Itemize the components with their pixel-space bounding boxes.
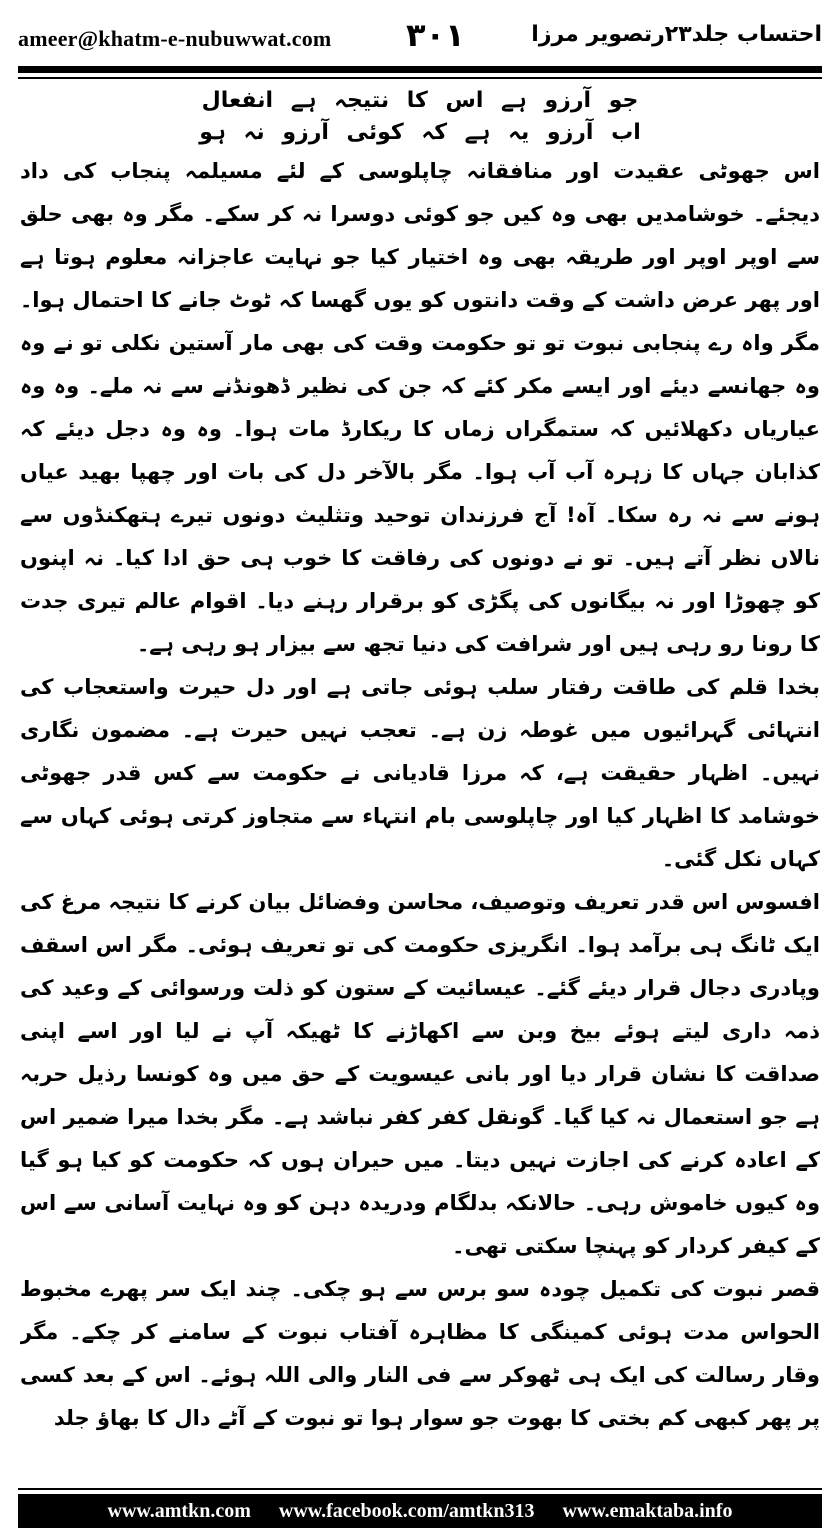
footer-link-amtkn[interactable]: www.amtkn.com — [107, 1499, 251, 1522]
header-email: ameer@khatm-e-nubuwwat.com — [18, 26, 332, 51]
page-number: ۳۰۱ — [406, 16, 465, 54]
paragraph-1: اس جھوٹی عقیدت اور منافقانہ چاپلوسی کے لئے مسیلمہ پنجاب کی داد دیجئے۔ خوشامدیں بھی وہ کیں جو کوئی دوسرا نہ کر سکے۔ مگر وہ بھی حلق سے اوپر اوپر اور طریقہ بھی وہ اختیار کیا جو نہایت عاجزانہ معلوم ہوتا ہے اور پھر عرض داشت کے وقت دانتوں کو یوں گھسا کہ ٹوٹ جانے کا احتمال ہوا۔ مگر واہ رے پنجابی نبوت تو تو حکومت وقت کی بھی مار آستین نکلی تو نے وہ وہ جھانسے دیئے اور ایسے مکر کئے کہ جن کی نظیر ڈھونڈنے سے نہ ملے۔ وہ وہ عیاریاں دکھلائیں کہ ستمگراں زماں کا ریکارڈ مات ہوا۔ وہ وہ دجل دیئے کہ کذابان جہاں کا زہرہ آب آب ہوا۔ مگر بالآخر دل کی بات اور چھپا بھید عیاں ہونے سے نہ رہ سکا۔ آہ! آج فرزندان توحید وتثلیث دونوں تیرے ہتھکنڈوں سے نالاں نظر آتے ہیں۔ تو نے دونوں کی رفاقت کا خوب ہی حق ادا کیا۔ نہ اپنوں کو چھوڑا اور نہ بیگانوں کی پگڑی کو برقرار رہنے دیا۔ اقوام عالم تیری جدت کا رونا رو رہی ہیں اور شرافت کی دنیا تجھ سے بیزار ہو رہی ہے۔ — [20, 159, 820, 656]
header-rule-thin — [18, 77, 822, 79]
paragraph-2: بخدا قلم کی طاقت رفتار سلب ہوئی جاتی ہے اور دل حیرت واستعجاب کی انتہائی گہرائیوں میں غوطہ زن ہے۔ تعجب نہیں حیرت ہے۔ مضمون نگاری نہیں۔ اظہار حقیقت ہے، کہ مرزا قادیانی نے حکومت سے کس قدر جھوٹی خوشامد کا اظہار کیا اور چاپلوسی بام انتہاء سے متجاوز کرتی ہوئی کہاں سے کہاں نکل گئی۔ — [20, 675, 820, 871]
verse-line-2: اب آرزو یہ ہے کہ کوئی آرزو نہ ہو — [199, 120, 641, 145]
paragraph-3: افسوس اس قدر تعریف وتوصیف، محاسن وفضائل بیان کرنے کا نتیجہ مرغ کی ایک ٹانگ ہی برآمد ہوا۔ انگریزی حکومت کی تو تعریف ہوئی۔ مگر اس اسقف وپادری دجال قرار دیئے گئے۔ عیسائیت کے ستون کو ذلت ورسوائی کے وعید کی ذمہ داری لیتے ہوئے بیخ وبن سے اکھاڑنے کا ٹھیکہ آپ نے لیا اور اسے اپنی صداقت کا نشان قرار دیا اور بانی عیسویت کے حق میں وہ کونسا رذیل حربہ ہے جو استعمال نہ کیا گیا۔ گونقل کفر کفر نباشد ہے۔ مگر بخدا میرا ضمیر اس کے اعادہ کرنے کی اجازت نہیں دیتا۔ میں حیران ہوں کہ حکومت کو کیا ہو گیا وہ کیوں خاموش رہی۔ حالانکہ بدلگام ودریدہ دہن کو وہ نہایت آسانی سے اس کے کیفر کردار کو پہنچا سکتی تھی۔ — [20, 890, 820, 1258]
footer-link-facebook[interactable]: www.facebook.com/amtkn313 — [278, 1499, 535, 1522]
book-title: احتساب جلد۲۳رتصویر مرزا — [531, 22, 822, 47]
footer-link-emaktaba[interactable]: www.emaktaba.info — [562, 1499, 733, 1522]
footer-bar — [18, 1494, 822, 1528]
header-rule-thick — [18, 66, 822, 73]
verse-line-1: جو آرزو ہے اس کا نتیجہ ہے انفعال — [201, 88, 639, 113]
page-body — [20, 84, 820, 1480]
page-header — [18, 14, 822, 66]
footer-rule-thin — [18, 1488, 822, 1490]
paragraph-4: قصر نبوت کی تکمیل چودہ سو برس سے ہو چکی۔ چند ایک سر پھرے مخبوط الحواس مدت ہوئی کمینگی کا مظاہرہ آفتاب نبوت کے سامنے کر چکے۔ مگر وقار رسالت کی ایک ہی ٹھوکر سے فی النار والی اللہ ہوئے۔ اس کے بعد کسی پر پھر کبھی کم بختی کا بھوت جو سوار ہوا تو نبوت کے آٹے دال کا بھاؤ جلد — [20, 1277, 820, 1430]
